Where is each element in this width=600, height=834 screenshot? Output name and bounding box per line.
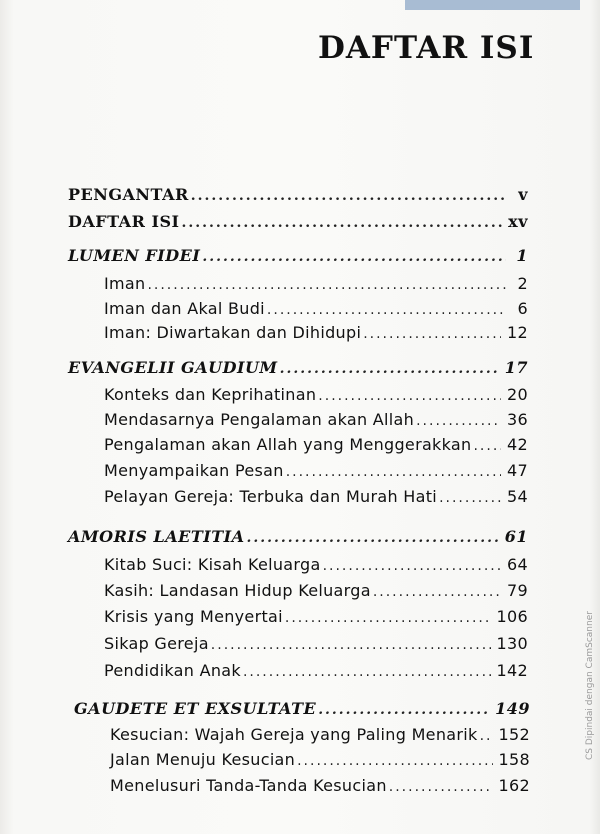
toc-item [104, 321, 528, 345]
toc-page: 20 [507, 385, 528, 404]
page-title: DAFTAR ISI [318, 30, 535, 66]
toc-label: Iman: Diwartakan dan Dihidupi [104, 323, 362, 342]
toc-label: Kasih: Landasan Hidup Keluarga [104, 581, 371, 600]
section-title: EVANGELII GAUDIUM [68, 358, 278, 377]
leader-dots [267, 298, 506, 322]
toc-page: v [518, 185, 528, 204]
toc-label: Pelayan Gereja: Terbuka dan Murah Hati [104, 487, 438, 506]
leader-dots [373, 580, 501, 604]
toc-item [104, 553, 528, 577]
toc-page: xv [508, 212, 528, 231]
toc-label: Pendidikan Anak [104, 661, 241, 680]
toc-label: PENGANTAR [68, 185, 189, 204]
toc-item [104, 297, 528, 321]
toc-label: Menelusuri Tanda-Tanda Kesucian [110, 776, 387, 795]
toc-page: 130 [496, 634, 528, 653]
leader-dots [243, 660, 491, 684]
toc-page: 61 [504, 527, 528, 546]
toc-page: 152 [498, 725, 530, 744]
toc-label: Jalan Menuju Kesucian [110, 750, 296, 769]
leader-dots [181, 211, 502, 235]
leader-dots [147, 273, 506, 297]
leader-dots [191, 184, 506, 208]
leader-dots [202, 245, 506, 269]
toc-label: Kitab Suci: Kisah Keluarga [104, 555, 321, 574]
toc-label: Iman [104, 274, 146, 293]
leader-dots [480, 724, 493, 748]
toc-page: 64 [507, 555, 528, 574]
toc-item [104, 485, 528, 509]
leader-dots [318, 698, 489, 722]
toc-label: Sikap Gereja [104, 634, 209, 653]
toc-label: Krisis yang Menyertai [104, 607, 283, 626]
leader-dots [363, 322, 501, 346]
section-title: AMORIS LAETITIA [68, 527, 245, 546]
toc-item [104, 459, 528, 483]
toc-page: 47 [507, 461, 528, 480]
leader-dots [247, 526, 499, 550]
toc-label: Mendasarnya Pengalaman akan Allah [104, 410, 415, 429]
leader-dots [297, 749, 492, 773]
toc-section-gaudete-et-exsultate [74, 697, 530, 721]
toc-page: 162 [498, 776, 530, 795]
toc-item [104, 659, 528, 683]
toc-item [104, 272, 528, 296]
toc-item [110, 774, 530, 798]
toc-item [104, 383, 528, 407]
toc-section-amoris-laetitia [68, 525, 528, 549]
leader-dots [473, 434, 501, 458]
toc-page: 1 [516, 246, 528, 265]
leader-dots [318, 384, 501, 408]
toc-page: 79 [507, 581, 528, 600]
toc-page: 106 [496, 607, 528, 626]
toc-section-lumen-fidei [68, 244, 528, 268]
toc-label: Menyampaikan Pesan [104, 461, 284, 480]
toc-page: 2 [517, 274, 528, 293]
toc-label: Pengalaman akan Allah yang Menggerakkan [104, 435, 472, 454]
toc-section-evangelii-gaudium [68, 356, 528, 380]
toc-item [104, 605, 528, 629]
leader-dots [439, 486, 501, 510]
toc-page: 142 [496, 661, 528, 680]
toc-page: 149 [495, 699, 530, 718]
toc-item [104, 408, 528, 432]
toc-label: Iman dan Akal Budi [104, 299, 265, 318]
section-title: GAUDETE ET EXSULTATE [74, 699, 317, 718]
leader-dots [416, 409, 501, 433]
toc-page: 17 [504, 358, 528, 377]
leader-dots [280, 357, 499, 381]
leader-dots [323, 554, 501, 578]
toc-item [104, 579, 528, 603]
toc-label: DAFTAR ISI [68, 212, 180, 231]
toc-item [104, 632, 528, 656]
leader-dots [389, 775, 493, 799]
top-color-strip [405, 0, 580, 10]
leader-dots [286, 460, 501, 484]
scanner-watermark: CS Dipindai dengan CamScanner [585, 611, 595, 760]
leader-dots [285, 606, 491, 630]
toc-page: 158 [498, 750, 530, 769]
toc-item [104, 433, 528, 457]
leader-dots [211, 633, 491, 657]
toc-page: 54 [507, 487, 528, 506]
toc-item [110, 723, 530, 747]
toc-entry-daftar-isi [68, 210, 528, 234]
toc-page: 42 [507, 435, 528, 454]
toc-page: 12 [507, 323, 528, 342]
toc-item [110, 748, 530, 772]
toc-page: 36 [507, 410, 528, 429]
toc-entry-pengantar [68, 183, 528, 207]
toc-page: 6 [517, 299, 528, 318]
toc-label: Kesucian: Wajah Gereja yang Paling Menarik [110, 725, 478, 744]
section-title: LUMEN FIDEI [68, 246, 201, 265]
toc-label: Konteks dan Keprihatinan [104, 385, 317, 404]
